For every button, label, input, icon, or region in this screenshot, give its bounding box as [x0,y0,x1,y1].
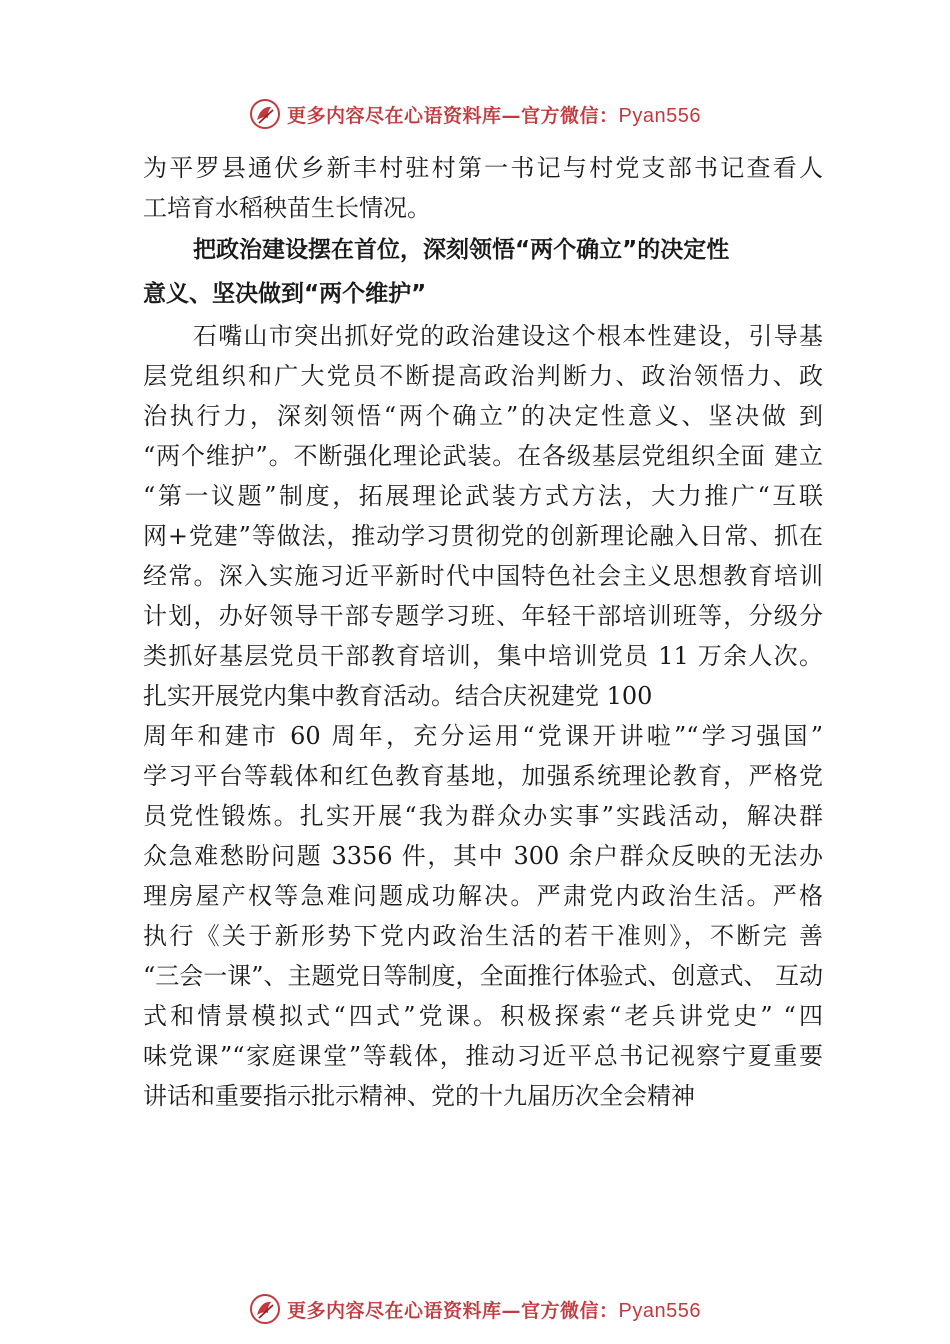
paragraph-line: 类抓好基层党员干部教育培训，集中培训党员 11 万余人次。 [143,642,823,670]
document-body [143,148,823,1116]
paragraph-line: 味党课”“家庭课堂”等载体，推动习近平总书记视察宁夏重要 [143,1042,823,1070]
paragraph-line: “三会一课”、主题党日等制度，全面推行体验式、创意式、 互动 [143,962,823,990]
header-watermark-banner [0,94,950,134]
paragraph-line: 计划，办好领导干部专题学习班、年轻干部培训班等，分级分 [143,602,823,630]
banner-wechat-id: Pyan556 [618,1299,701,1322]
paragraph-line: 员党性锻炼。扎实开展“我为群众办实事”实践活动，解决群 [143,802,823,830]
paragraph-line: 执行《关于新形势下党内政治生活的若干准则》，不断完 善 [143,922,823,950]
paragraph-line: 周年和建市 60 周年，充分运用“党课开讲啦”“学习强国” [143,722,823,750]
section-heading: 意义、坚决做到“两个维护” [143,281,427,307]
paragraph-line: 经常。深入实施习近平新时代中国特色社会主义思想教育培训 [143,562,823,590]
paragraph-line: 式和情景模拟式“四式”党课。积极探索“老兵讲党史” “四 [143,1002,823,1030]
logo-icon [249,98,281,130]
paragraph-line: 理房屋产权等急难问题成功解决。严肃党内政治生活。严格 [143,882,823,910]
paragraph-line: “两个维护”。不断强化理论武装。在各级基层党组织全面 建立 [143,442,823,470]
logo-icon [249,1293,281,1325]
paragraph-line: 治执行力，深刻领悟“两个确立”的决定性意义、坚决做 到 [143,402,823,430]
paragraph-line: 众急难愁盼问题 3356 件，其中 300 余户群众反映的无法办 [143,842,823,870]
paragraph-line: 网+党建”等做法，推动学习贯彻党的创新理论融入日常、抓在 [143,522,823,550]
paragraph-line: 扎实开展党内集中教育活动。结合庆祝建党 100 [143,682,653,710]
paragraph-line: 层党组织和广大党员不断提高政治判断力、政治领悟力、政 [143,362,823,390]
intro-line: 工培育水稻秧苗生长情况。 [143,194,431,222]
footer-watermark-banner [0,1289,950,1329]
paragraph-line: 石嘴山市突出抓好党的政治建设这个根本性建设，引导基 [193,322,823,350]
paragraph-line: “第一议题”制度，拓展理论武装方式方法，大力推广“互联 [143,482,823,510]
banner-text: 更多内容尽在心语资料库—官方微信： [287,1299,619,1322]
paragraph-line: 学习平台等载体和红色教育基地，加强系统理论教育，严格党 [143,762,823,790]
banner-text: 更多内容尽在心语资料库—官方微信： [287,104,619,127]
intro-line: 为平罗县通伏乡新丰村驻村第一书记与村党支部书记查看人 [143,154,823,182]
section-heading: 把政治建设摆在首位，深刻领悟“两个确立”的决定性 [193,237,730,263]
paragraph-line: 讲话和重要指示批示精神、党的十九届历次全会精神 [143,1082,695,1110]
banner-wechat-id: Pyan556 [618,104,701,127]
